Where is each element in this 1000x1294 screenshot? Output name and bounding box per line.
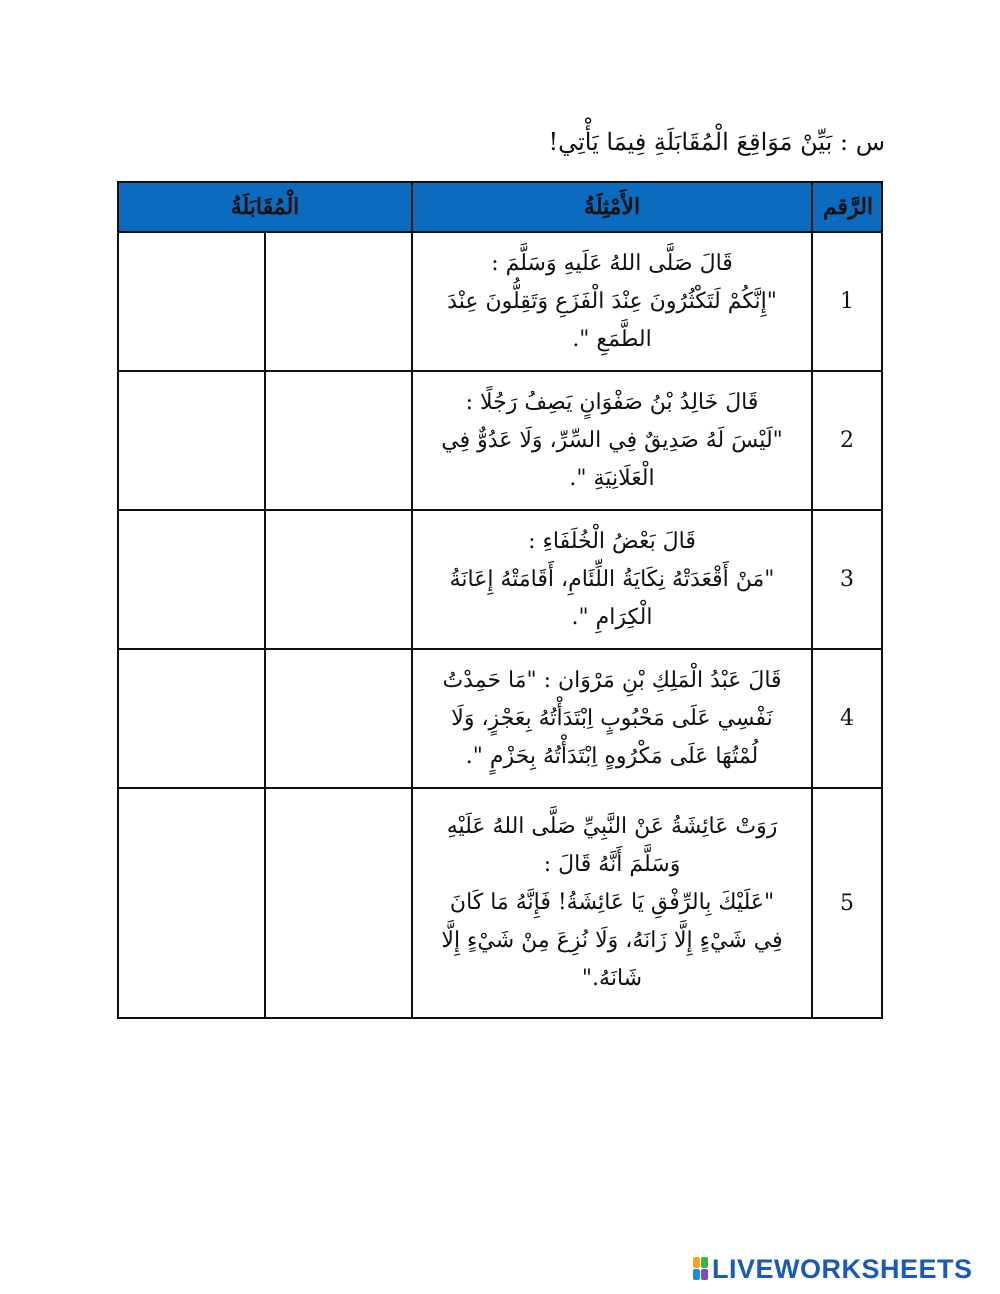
example-line: شَانَهُ." [581,966,643,991]
header-number: الرَّقم [812,182,882,232]
example-text [412,649,812,788]
table-row [118,232,882,371]
row-number: 1 [812,232,882,371]
logo-text: LIVEWORKSHEETS [712,1253,973,1284]
example-line: الطَّمَعِ ". [572,326,652,352]
header-contrast: الْمُقَابَلَةُ [118,182,412,232]
example-line: قَالَ خَالِدُ بْنُ صَفْوَانٍ يَصِفُ رَجُلًا : [465,389,759,415]
table-row [118,649,882,788]
example-text [412,788,812,1018]
example-line: فِي شَيْءٍ إِلَّا زَانَهُ، وَلَا نُزِعَ مِنْ شَيْءٍ إِلَّا [441,928,783,953]
answer-cell-2[interactable] [118,788,265,1018]
example-line: قَالَ عَبْدُ الْمَلِكِ بْنِ مَرْوَان : "مَا حَمِدْتُ [442,667,782,693]
answer-cell-2[interactable] [118,649,265,788]
table-header-row [118,182,882,232]
answer-cell-1[interactable] [265,232,412,371]
example-text [412,232,812,371]
table-row [118,371,882,510]
example-line: "عَلَيْكَ بِالرِّفْقِ يَا عَائِشَةُ! فَإِنَّهُ مَا كَانَ [449,890,775,915]
example-text [412,510,812,649]
example-text [412,371,812,510]
answer-cell-1[interactable] [265,649,412,788]
example-line: نَفْسِي عَلَى مَحْبُوبٍ اِبْتَدَأْتُهُ بِعَجْزٍ، وَلَا [451,705,773,731]
table-row [118,788,882,1018]
header-examples: الأَمْثِلَةُ [412,182,812,232]
question-prompt: س : بَيِّنْ مَوَاقِعَ الْمُقَابَلَةِ فِيمَا يَأْتِي! [548,128,885,156]
example-line: "إِنَّكُمْ لَتَكْثُرُونَ عِنْدَ الْفَزَعِ وَتَقِلُّونَ عِنْدَ [447,288,777,314]
table-row [118,510,882,649]
row-number: 2 [812,371,882,510]
example-line: رَوَتْ عَائِشَةُ عَنْ النَّبِيِّ صَلَّى اللهُ عَلَيْهِ [446,814,778,839]
worksheet-table [117,181,883,1019]
answer-cell-2[interactable] [118,510,265,649]
answer-cell-2[interactable] [118,232,265,371]
answer-cell-1[interactable] [265,788,412,1018]
answer-cell-2[interactable] [118,371,265,510]
answer-cell-1[interactable] [265,510,412,649]
row-number: 5 [812,788,882,1018]
example-line: الْعَلَانِيَةِ ". [569,465,655,491]
example-line: الْكِرَامِ ". [571,604,653,630]
example-line: قَالَ صَلَّى اللهُ عَلَيهِ وَسَلَّمَ : [491,250,733,276]
example-line: لُمْتُهَا عَلَى مَكْرُوهٍ اِبْتَدَأْتُهُ بِحَزْمٍ ". [465,743,759,769]
example-line: وَسَلَّمَ أَنَّهُ قَالَ : [543,852,681,877]
answer-cell-1[interactable] [265,371,412,510]
logo-blocks-icon [693,1257,709,1281]
example-line: "لَيْسَ لَهُ صَدِيقٌ فِي السِّرِّ، وَلَا عَدُوٌّ فِي [441,427,783,453]
row-number: 3 [812,510,882,649]
row-number: 4 [812,649,882,788]
example-line: "مَنْ أَقْعَدَتْهُ نِكَايَةُ اللِّئَامِ، أَقَامَتْهُ إِعَانَةُ [449,566,775,592]
liveworksheets-logo [693,1255,973,1283]
example-line: قَالَ بَعْضُ الْخُلَفَاءِ : [528,528,696,554]
